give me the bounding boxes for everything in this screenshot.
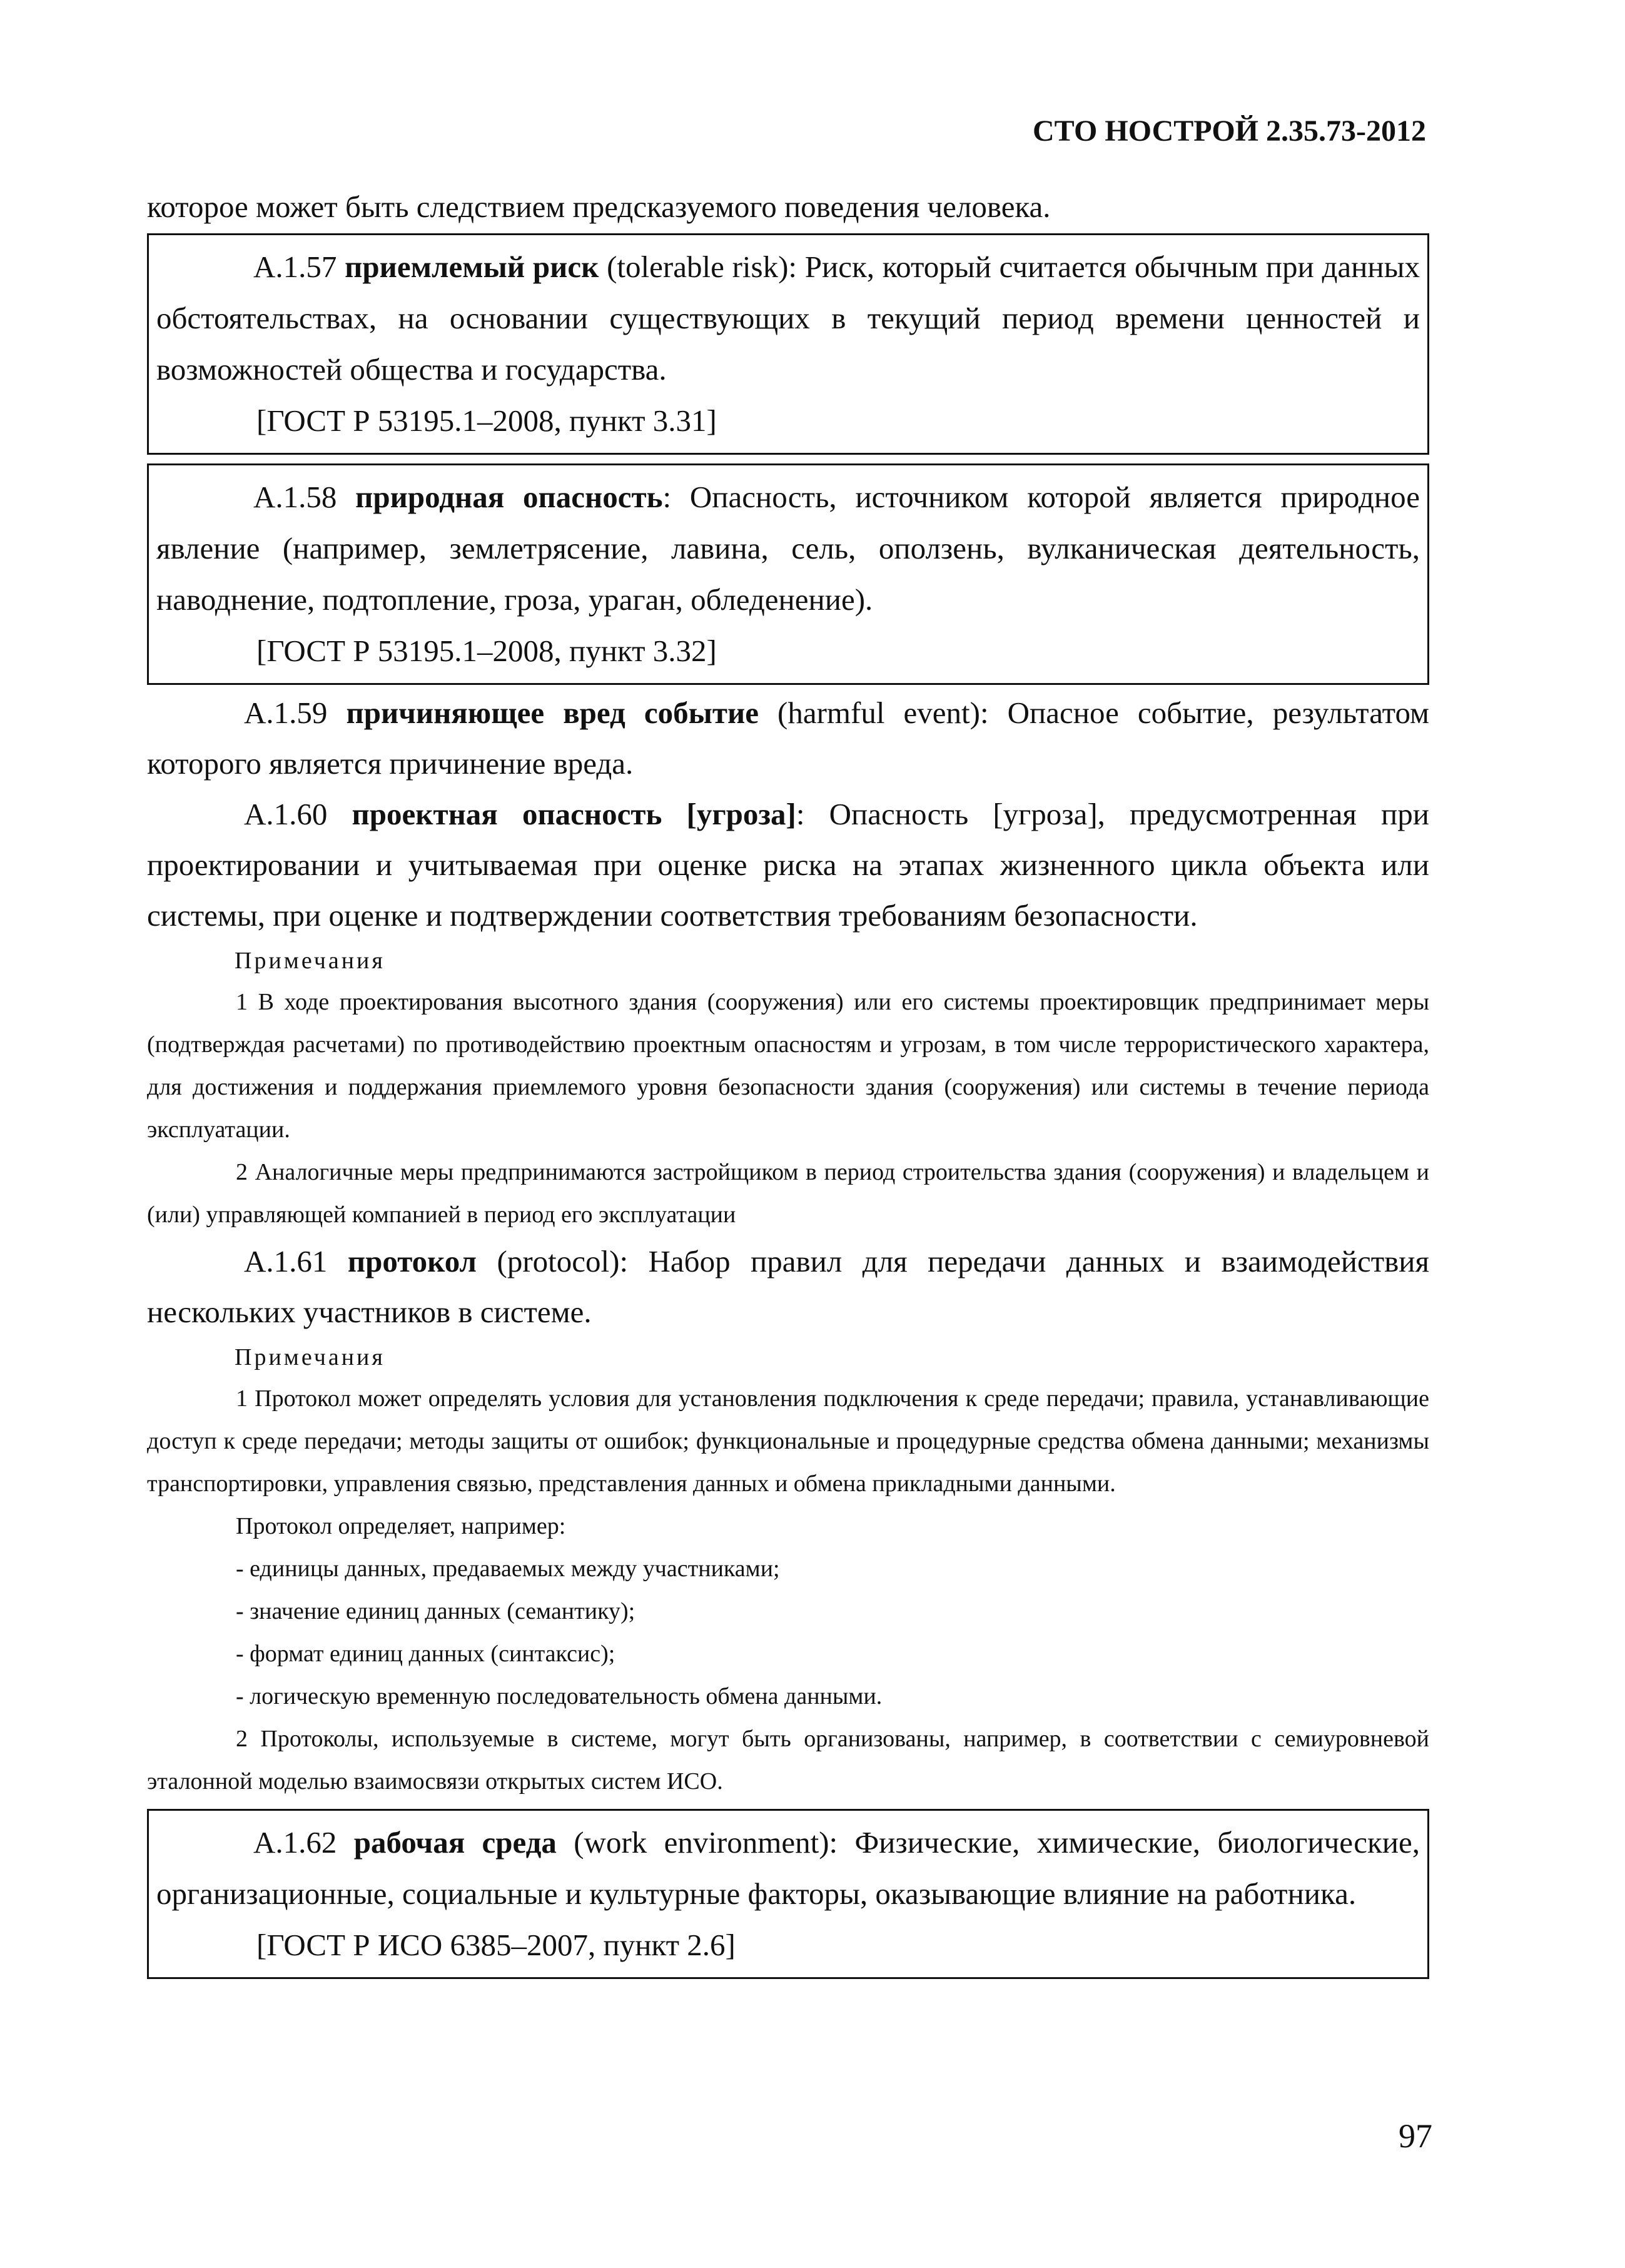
- term-entry-60: [147, 789, 1429, 941]
- list-item: - формат единиц данных (синтаксис);: [236, 1641, 615, 1667]
- term-definition: (harmful event): Опасное событие, результатом которого является причинение вреда.: [147, 696, 1430, 781]
- term-definition: (protocol): Набор правил для передачи данных и взаимодействия нескольких участников в системе.: [147, 1244, 1430, 1329]
- intro-line: которое может быть следствием предсказуемого поведения человека.: [147, 190, 1051, 224]
- term-entry-57: [156, 241, 1420, 395]
- term-name: природная опасность: [355, 480, 663, 514]
- document-header: СТО НОСТРОЙ 2.35.73-2012: [1032, 114, 1426, 148]
- term-name: протокол: [347, 1244, 477, 1278]
- term-source-57: [ГОСТ Р 53195.1–2008, пункт 3.31]: [256, 403, 717, 438]
- notes-title-61: Примечания: [235, 1344, 385, 1370]
- note-61-1: 1 Протокол может определять условия для установления подключения к среде передачи; правила, устанавливающие доступ к среде передачи; методы защиты от ошибок; функциональные и процедурные средства обмена данными; механизмы транспортировки, управления связью, представления данных и обмена прикладными данными.: [147, 1385, 1429, 1497]
- notes-title-60: Примечания: [235, 948, 385, 974]
- term-definition: (tolerable risk): Риск, который считается обычным при данных обстоятельствах, на основании существующих в текущий период времени ценностей и возможностей общества и государства.: [156, 250, 1420, 387]
- list-item: - значение единиц данных (семантику);: [236, 1598, 635, 1624]
- term-entry-58: [156, 472, 1420, 625]
- term-entry-62: [156, 1817, 1420, 1920]
- term-source-62: [ГОСТ Р ИСО 6385–2007, пункт 2.6]: [256, 1928, 736, 1962]
- term-name: причиняющее вред событие: [346, 696, 759, 730]
- page-content: [147, 181, 1429, 1979]
- term-name: проектная опасность [угроза]: [352, 797, 796, 831]
- term-name: рабочая среда: [353, 1825, 557, 1860]
- term-definition: : Опасность, источником которой является природное явление (например, землетрясение, лавина, сель, оползень, вулканическая деятельность, наводнение, подтопление, гроза, ураган, обледенение).: [156, 480, 1420, 617]
- note-60-2: 2 Аналогичные меры предпринимаются застройщиком в период строительства здания (сооружения) и владельцем и (или) управляющей компанией в период его эксплуатации: [147, 1159, 1429, 1228]
- term-number: А.1.57: [253, 250, 337, 284]
- page-number: 97: [1399, 2117, 1432, 2155]
- term-number: А.1.62: [253, 1825, 337, 1860]
- term-number: А.1.58: [253, 480, 337, 514]
- term-entry-61: [147, 1236, 1429, 1337]
- term-number: А.1.60: [244, 797, 328, 831]
- term-definition: (work environment): Физические, химические, биологические, организационные, социальные и культурные факторы, оказывающие влияние на работника.: [156, 1825, 1420, 1911]
- term-entry-59: [147, 687, 1429, 789]
- note-61-2: 2 Протоколы, используемые в системе, могут быть организованы, например, в соответствии с семиуровневой эталонной моделью взаимосвязи открытых систем ИСО.: [147, 1726, 1429, 1795]
- term-name: приемлемый риск: [345, 250, 599, 284]
- term-box-62: [147, 1809, 1429, 1979]
- term-box-58: [147, 463, 1429, 685]
- term-number: А.1.61: [244, 1244, 328, 1278]
- note-60-1: 1 В ходе проектирования высотного здания (сооружения) или его системы проектировщик предпринимает меры (подтверждая расчетами) по противодействию проектным опасностям и угрозам, в том числе террористического характера, для достижения и поддержания приемлемого уровня безопасности здания (сооружения) или системы в течение периода эксплуатации.: [147, 989, 1429, 1143]
- note-61-intro: Протокол определяет, например:: [236, 1513, 566, 1539]
- term-number: А.1.59: [244, 696, 328, 730]
- term-source-58: [ГОСТ Р 53195.1–2008, пункт 3.32]: [256, 634, 717, 668]
- term-definition: : Опасность [угроза], предусмотренная при проектировании и учитываемая при оценке риска на этапах жизненного цикла объекта или системы, при оценке и подтверждении соответствия требованиям безопасности.: [147, 797, 1429, 933]
- term-box-57: [147, 233, 1429, 455]
- list-item: - логическую временную последовательность обмена данными.: [236, 1683, 883, 1709]
- list-item: - единицы данных, предаваемых между участниками;: [236, 1556, 780, 1582]
